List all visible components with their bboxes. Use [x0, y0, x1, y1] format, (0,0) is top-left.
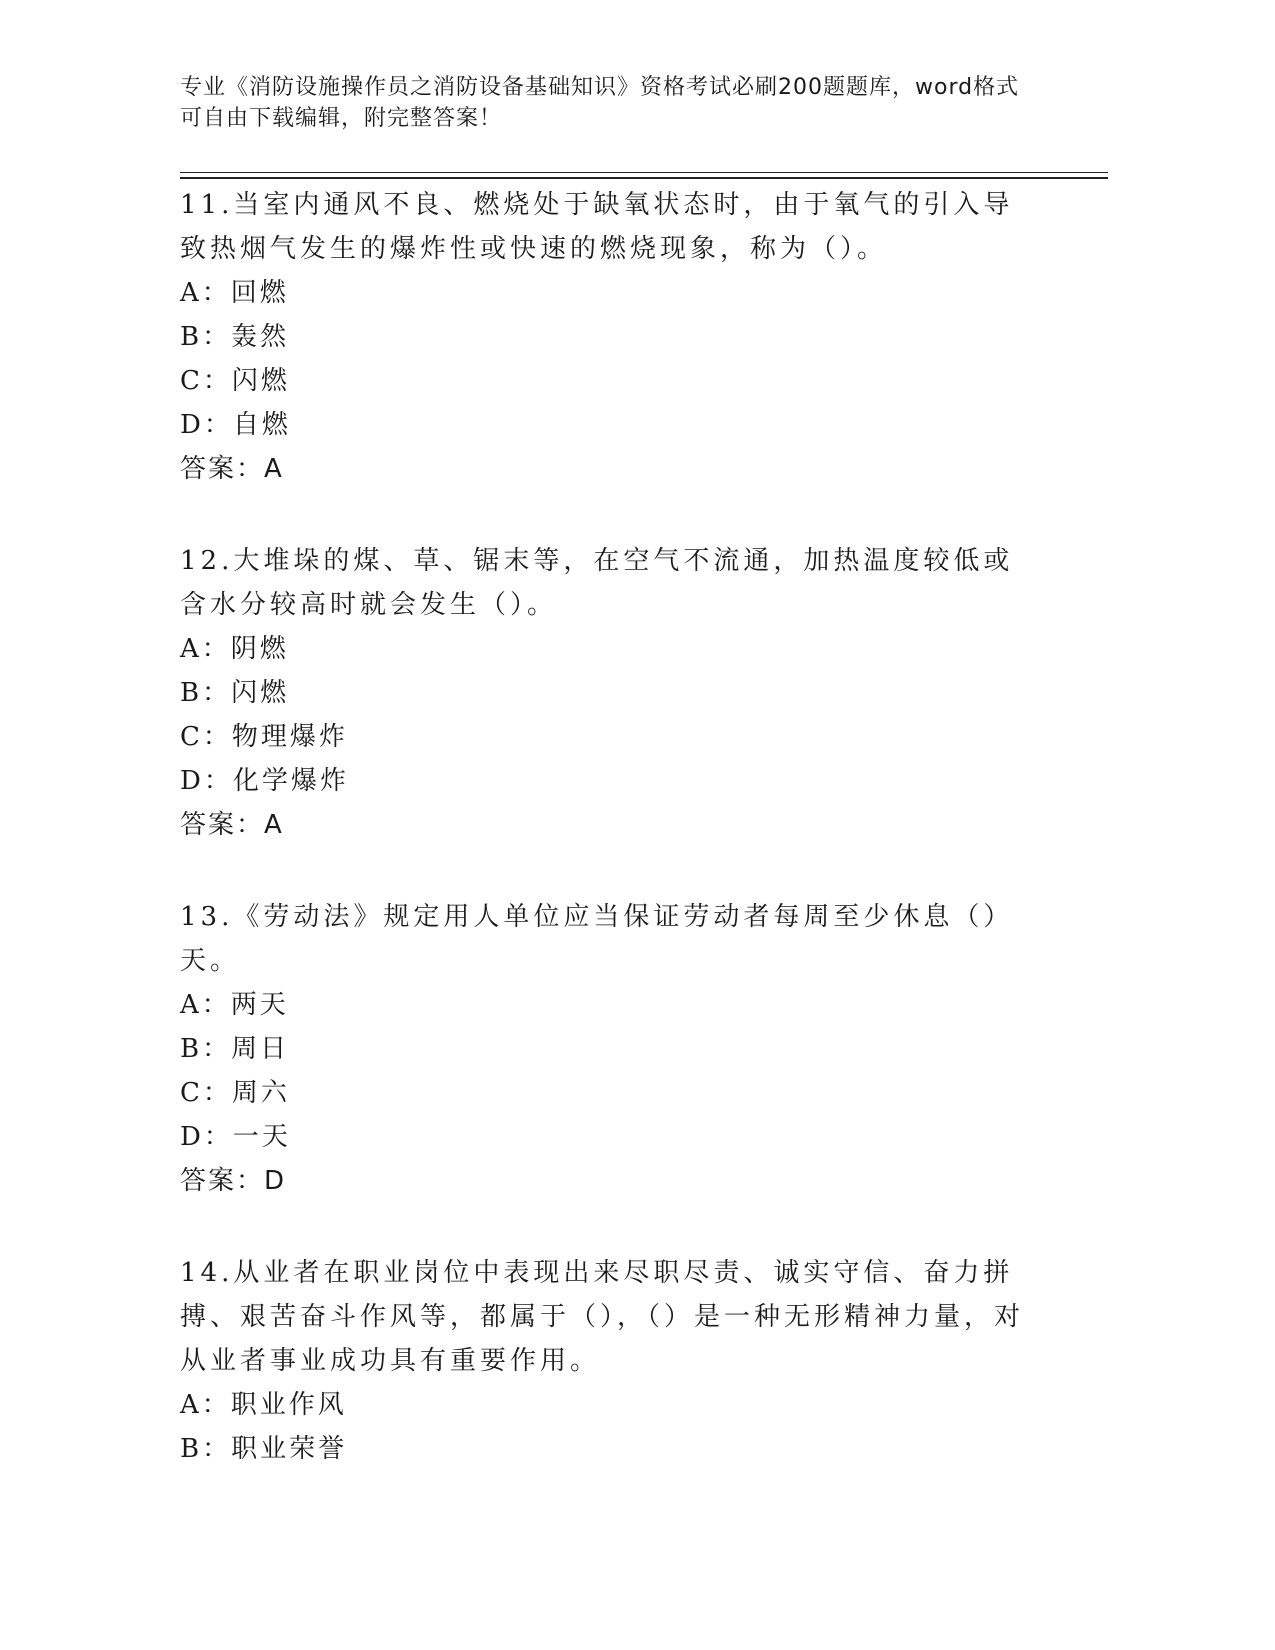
option-b: B：周日 [180, 1034, 290, 1064]
option-c: C：周六 [180, 1078, 290, 1108]
option-d: D：自燃 [180, 410, 291, 440]
option-c: C：闪燃 [180, 366, 290, 396]
question-list [180, 180, 1040, 1471]
option-a: A：回燃 [180, 278, 289, 308]
option-c: C：物理爆炸 [180, 722, 348, 752]
header-divider-thin [180, 172, 1108, 173]
option-a: A：两天 [180, 990, 289, 1020]
option-b: B：职业荣誉 [180, 1434, 348, 1464]
option-b: B：闪燃 [180, 678, 290, 708]
option-b: B：轰然 [180, 322, 290, 352]
answer-line: 答案：A [180, 810, 284, 840]
option-d: D：一天 [180, 1122, 291, 1152]
option-a: A：职业作风 [180, 1390, 347, 1420]
header-divider-thick [180, 177, 1108, 179]
answer-line: 答案：A [180, 454, 284, 484]
question-text: 13.《劳动法》规定用人单位应当保证劳动者每周至少休息（）天。 [180, 902, 1014, 976]
question-14 [180, 1248, 1040, 1471]
question-text: 12.大堆垛的煤、草、锯末等，在空气不流通，加热温度较低或含水分较高时就会发生（）。 [180, 546, 1014, 620]
option-a: A：阴燃 [180, 634, 289, 664]
question-12 [180, 536, 1040, 847]
document-header: 专业《消防设施操作员之消防设备基础知识》资格考试必刷200题题库，word格式可自由下载编辑，附完整答案！ [180, 75, 1020, 131]
question-text: 11.当室内通风不良、燃烧处于缺氧状态时，由于氧气的引入导致热烟气发生的爆炸性或快速的燃烧现象，称为（）。 [180, 190, 1014, 264]
question-11 [180, 180, 1040, 491]
question-13 [180, 892, 1040, 1203]
option-d: D：化学爆炸 [180, 766, 349, 796]
question-text: 14.从业者在职业岗位中表现出来尽职尽责、诚实守信、奋力拼搏、艰苦奋斗作风等，都属于（），（）是一种无形精神力量，对从业者事业成功具有重要作用。 [180, 1258, 1025, 1376]
answer-line: 答案：D [180, 1166, 287, 1196]
